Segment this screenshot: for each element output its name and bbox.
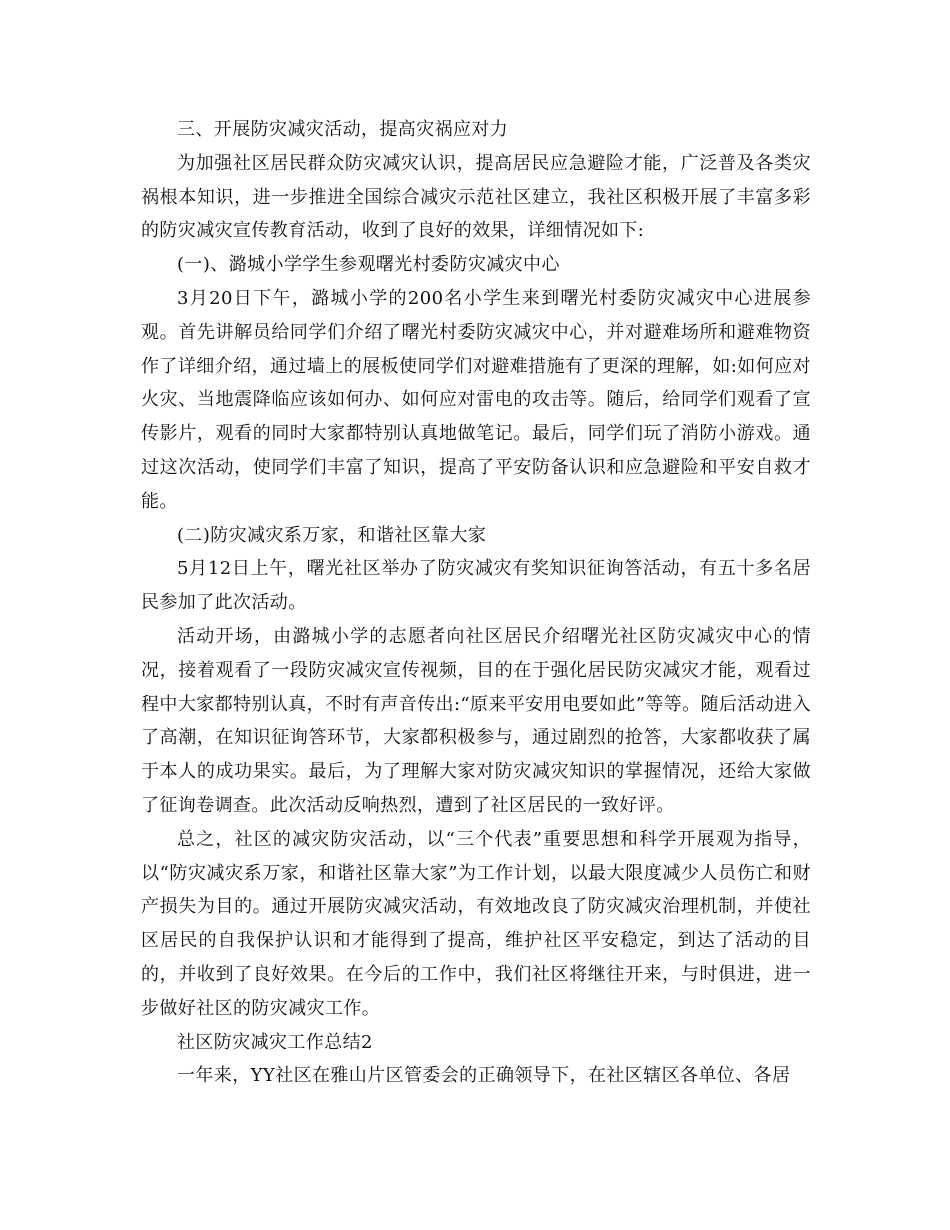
paragraph: 为加强社区居民群众防灾减灾认识，提高居民应急避险才能，广泛普及各类灾祸根本知识，进一步推进全国综合减灾示范社区建立，我社区积极开展了丰富多彩的防灾减灾宣传教育活动，收到了良好的效果，详细情况如下:: [141, 152, 811, 242]
paragraph: 总之，社区的减灾防灾活动，以“三个代表”重要思想和科学开展观为指导，以“防灾减灾系万家，和谐社区靠大家”为工作计划，以最大限度减少人员伤亡和财产损失为目的。通过开展防灾减灾活动，有效地改良了防灾减灾治理机制，并使社区居民的自我保护认识和才能得到了提高，维护社区平安稳定，到达了活动的目的，并收到了良好效果。在今后的工作中，我们社区将继往开来，与时俱进，进一步做好社区的防灾减灾工作。: [141, 828, 811, 1019]
section-heading: 三、开展防灾减灾活动，提高灾祸应对力: [177, 119, 509, 140]
paragraph: 5月12日上午，曙光社区举办了防灾减灾有奖知识征询答活动，有五十多名居民参加了此次活动。: [141, 558, 811, 614]
paragraph: 活动开场，由潞城小学的志愿者向社区居民介绍曙光社区防灾减灾中心的情况，接着观看了一段防灾减灾宣传视频，目的在于强化居民防灾减灾才能，观看过程中大家都特别认真，不时有声音传出:“原来平安用电要如此”等等。随后活动进入了高潮，在知识征询答环节，大家都积极参与，通过剧烈的抢答，大家都收获了属于本人的成功果实。最后，为了理解大家对防灾减灾知识的掌握情况，还给大家做了征询卷调查。此次活动反响热烈，遭到了社区居民的一致好评。: [141, 625, 811, 816]
subsection-heading: (一)、潞城小学学生参观曙光村委防灾减灾中心: [177, 254, 560, 276]
document-body: [141, 113, 811, 1093]
subsection-heading: (二)防灾减灾系万家，和谐社区靠大家: [177, 524, 487, 546]
paragraph: 3月20日下午，潞城小学的200名小学生来到曙光村委防灾减灾中心进展参观。首先讲解员给同学们介绍了曙光村委防灾减灾中心，并对避难场所和避难物资作了详细介绍，通过墙上的展板使同学们对避难措施有了更深的理解，如:如何应对火灾、当地震降临应该如何办、如何应对雷电的攻击等。随后，给同学们观看了宣传影片，观看的同时大家都特别认真地做笔记。最后，同学们玩了消防小游戏。通过这次活动，使同学们丰富了知识，提高了平安防备认识和应急避险和平安自救才能。: [141, 287, 811, 512]
document-title: 社区防灾减灾工作总结2: [177, 1031, 373, 1053]
paragraph: 一年来，YY社区在雅山片区管委会的正确领导下，在社区辖区各单位、各居: [177, 1065, 791, 1087]
